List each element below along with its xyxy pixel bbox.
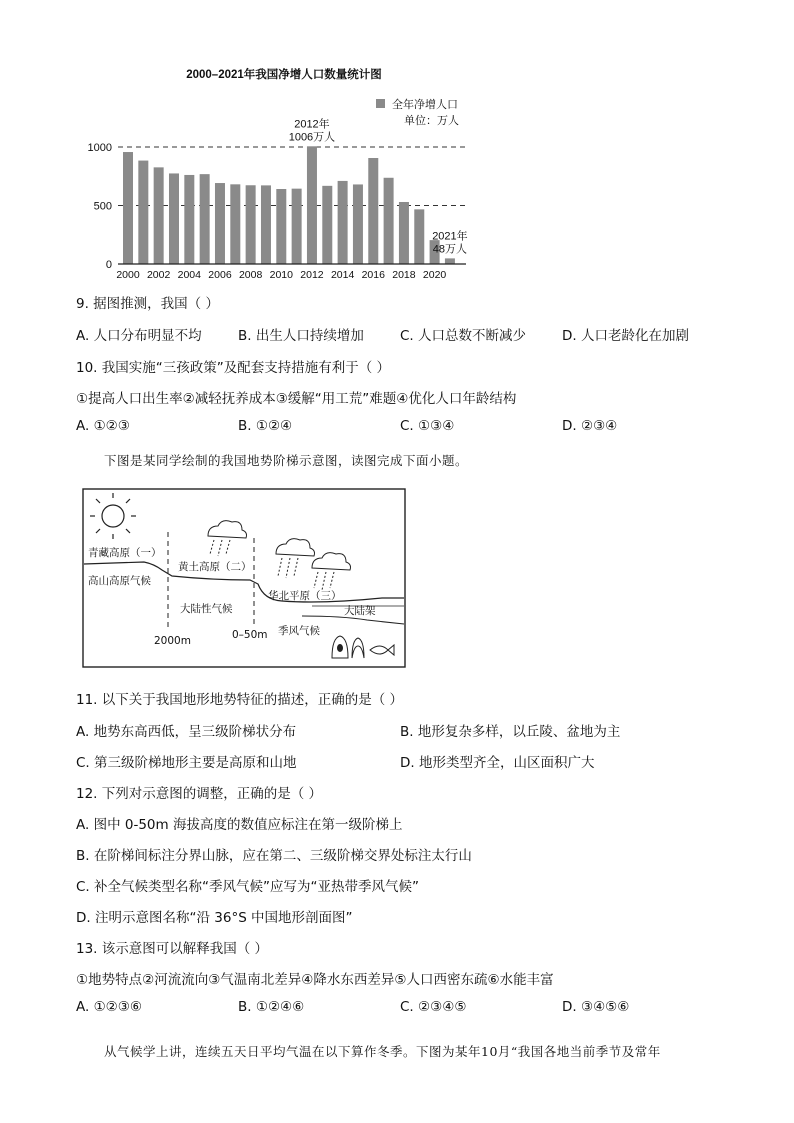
q11-option-a[interactable]: A. 地势东高西低，呈三级阶梯状分布 (76, 724, 297, 740)
x-tick-label: 2016 (361, 269, 385, 281)
label-huabei: 华北平原（三） (268, 590, 342, 602)
q10-option-d[interactable]: D. ②③④ (562, 418, 618, 434)
label-gaoshan: 高山高原气候 (88, 575, 151, 587)
q12-option-a[interactable]: A. 图中 0-50m 海拔高度的数值应标注在第一级阶梯上 (76, 817, 403, 833)
x-tick-label: 2002 (146, 269, 171, 281)
y-tick-label: 500 (93, 200, 112, 213)
q13-option-c[interactable]: C. ②③④⑤ (400, 999, 467, 1015)
q12-option-c[interactable]: C. 补全气候类型名称“季风气候”应写为“亚热带季风气候” (76, 879, 419, 895)
legend-label: 全年净增人口 (392, 99, 458, 111)
bar-2008 (246, 185, 256, 264)
q11-option-b[interactable]: B. 地形复杂多样，以丘陵、盆地为主 (400, 724, 621, 740)
q9-option-b[interactable]: B. 出生人口持续增加 (238, 328, 364, 344)
q10-option-b[interactable]: B. ①②④ (238, 418, 293, 434)
bar-2010 (276, 189, 286, 264)
q9-option-d[interactable]: D. 人口老龄化在加剧 (562, 328, 689, 344)
x-tick-label: 2004 (177, 269, 201, 281)
x-tick-label: 2018 (392, 269, 416, 281)
x-tick-label: 2012 (300, 269, 324, 281)
bar-annotation: 48万人 (432, 243, 468, 256)
q9-stem: 9. 据图推测，我国（ ） (76, 296, 219, 312)
q13-stem: 13. 该示意图可以解释我国（ ） (76, 941, 269, 957)
label-dalujia: 大陆架 (344, 605, 376, 617)
q13-statement: ①地势特点②河流流向③气温南北差异④降水东西差异⑤人口西密东疏⑥水能丰富 (76, 972, 554, 988)
q9-option-a[interactable]: A. 人口分布明显不均 (76, 328, 202, 344)
q10-option-c[interactable]: C. ①③④ (400, 418, 455, 434)
bar-2017 (384, 178, 394, 264)
label-0-50m: 0–50m (232, 629, 268, 641)
q11-stem: 11. 以下关于我国地形地势特征的描述，正确的是（ ） (76, 692, 404, 708)
bar-2001 (138, 161, 148, 264)
bar-annotation: 2012年 (294, 118, 330, 131)
x-tick-label: 2014 (330, 269, 355, 281)
label-huangtu: 黄土高原（二） (178, 561, 252, 573)
bar-2013 (322, 186, 332, 264)
bar-2014 (338, 181, 348, 264)
bar-2000 (123, 152, 133, 264)
q11-option-c[interactable]: C. 第三级阶梯地形主要是高原和山地 (76, 755, 297, 771)
bar-2009 (261, 185, 271, 264)
q12-stem: 12. 下列对示意图的调整，正确的是（ ） (76, 786, 323, 802)
bar-2003 (169, 173, 179, 264)
label-dalu-qihou: 大陆性气候 (180, 603, 233, 615)
bar-2012 (307, 146, 317, 264)
bar-2021 (445, 258, 455, 264)
bar-2004 (184, 175, 194, 264)
x-tick-label: 2020 (422, 269, 447, 281)
x-tick-label: 2010 (269, 269, 293, 281)
q13-option-b[interactable]: B. ①②④⑥ (238, 999, 305, 1015)
bar-annotation: 1006万人 (288, 131, 336, 144)
y-tick-label: 0 (105, 259, 112, 271)
q10-stem: 10. 我国实施“三孩政策”及配套支持措施有利于（ ） (76, 360, 391, 376)
legend-swatch (376, 99, 385, 108)
q9-option-c[interactable]: C. 人口总数不断减少 (400, 328, 527, 344)
q10-statement: ①提高人口出生率②减轻抚养成本③缓解“用工荒”难题④优化人口年龄结构 (76, 391, 517, 407)
q11-option-d[interactable]: D. 地形类型齐全，山区面积广大 (400, 755, 595, 771)
bar-annotation: 2021年 (432, 230, 468, 243)
chart-title: 2000–2021年我国净增人口数量统计图 (186, 69, 382, 81)
bar-2018 (399, 202, 409, 264)
y-tick-label: 1000 (87, 142, 112, 154)
q12-option-d[interactable]: D. 注明示意图名称“沿 36°S 中国地形剖面图” (76, 910, 353, 926)
net-population-chart (0, 0, 794, 290)
q13-option-d[interactable]: D. ③④⑤⑥ (562, 999, 630, 1015)
bar-2006 (215, 183, 225, 264)
x-tick-label: 2006 (208, 269, 232, 281)
bar-2019 (414, 209, 424, 264)
terrain-step-diagram (82, 488, 412, 668)
q12-option-b[interactable]: B. 在阶梯间标注分界山脉，应在第二、三级阶梯交界处标注太行山 (76, 848, 472, 864)
x-tick-label: 2008 (238, 269, 263, 281)
bar-2002 (154, 167, 164, 264)
bar-2015 (353, 184, 363, 264)
x-tick-label: 2000 (116, 269, 140, 281)
bar-2011 (292, 189, 302, 264)
label-jifeng: 季风气候 (278, 625, 320, 637)
terrain-intro: 下图是某同学绘制的我国地势阶梯示意图，读图完成下面小题。 (104, 453, 469, 468)
unit-label: 单位：万人 (404, 115, 459, 127)
bar-2016 (368, 158, 378, 264)
label-2000m: 2000m (154, 635, 191, 647)
season-intro: 从气候学上讲，连续五天日平均气温在以下算作冬季。下图为某年10月“我国各地当前季节及常年 (104, 1044, 661, 1059)
bar-2005 (200, 174, 210, 264)
label-qingzang: 青藏高原（一） (88, 547, 162, 559)
q10-option-a[interactable]: A. ①②③ (76, 418, 130, 434)
bar-2007 (230, 184, 240, 264)
q13-option-a[interactable]: A. ①②③⑥ (76, 999, 142, 1015)
